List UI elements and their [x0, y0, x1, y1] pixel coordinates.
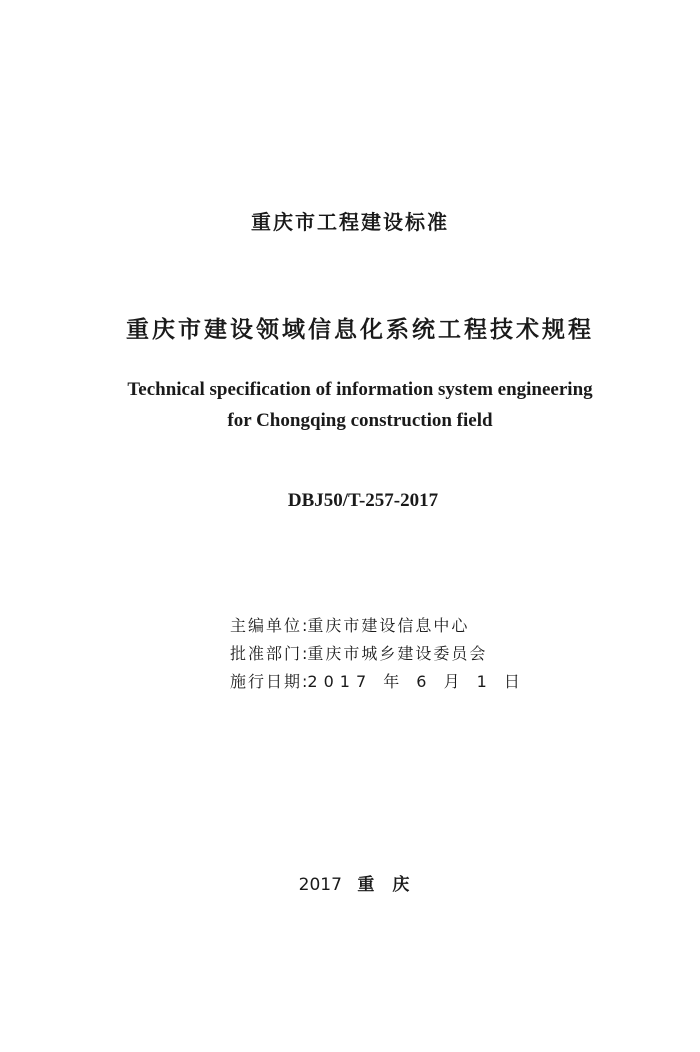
info-label: 施行日期 [230, 672, 303, 691]
footer-city: 重庆 [357, 875, 428, 895]
info-label: 主编单位 [230, 616, 303, 635]
info-label: 批准部门 [230, 644, 303, 663]
info-row-editor [230, 612, 526, 640]
chinese-title: 重庆市建设领域信息化系统工程技术规程 [126, 317, 594, 343]
footer-year: 2017 [298, 875, 342, 895]
info-separator: : [302, 616, 308, 635]
english-title-line-1: Technical specification of information system engineering [127, 379, 593, 400]
standard-code: DBJ50/T-257-2017 [287, 490, 439, 511]
publication-footer [0, 870, 700, 895]
info-row-approver [230, 640, 526, 668]
info-block [230, 612, 526, 696]
english-title-line-2: for Chongqing construction field [227, 410, 493, 431]
info-row-effective-date [230, 668, 526, 696]
english-title [0, 374, 700, 436]
info-value: 2017 年 6 月 1 日 [307, 672, 526, 691]
info-value: 重庆市城乡建设委员会 [307, 644, 488, 663]
info-value: 重庆市建设信息中心 [307, 616, 470, 635]
info-separator: : [302, 672, 308, 691]
series-title: 重庆市工程建设标准 [251, 210, 449, 234]
info-separator: : [302, 644, 308, 663]
